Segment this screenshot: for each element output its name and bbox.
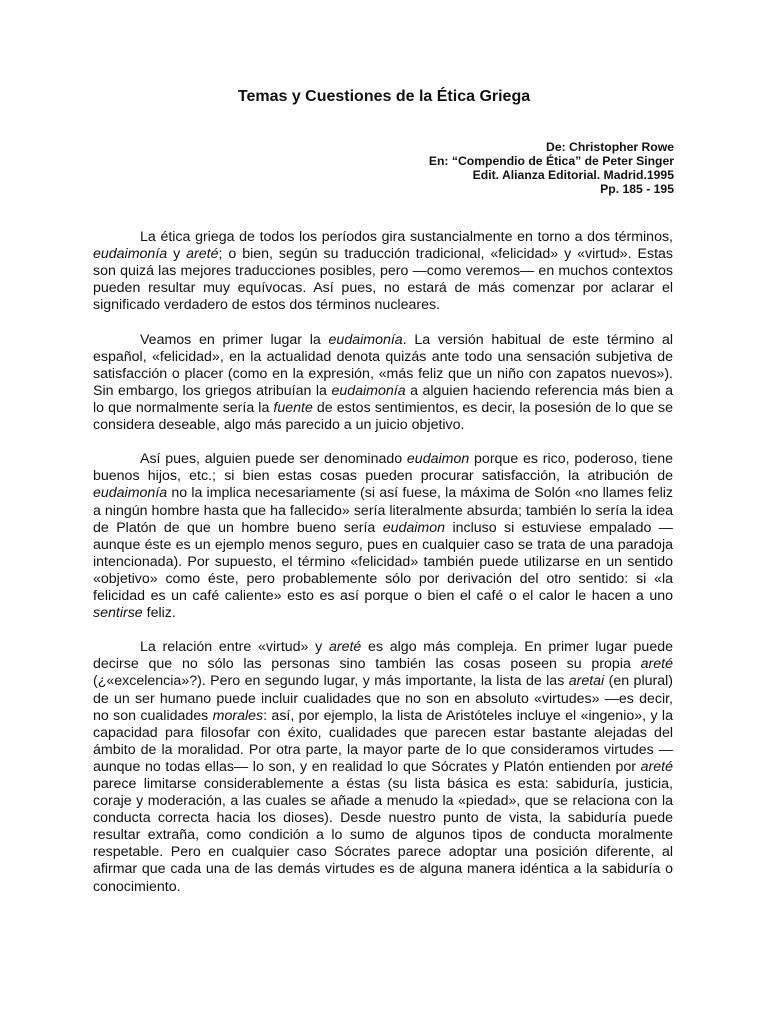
text-run: feliz. [142, 605, 176, 622]
text-run: Así pues, alguien puede ser denominado [140, 451, 407, 468]
italic-term: morales [212, 707, 264, 724]
paragraph [93, 639, 673, 895]
text-run: La relación entre «virtud» y [140, 639, 329, 656]
italic-term: eudaimonía [93, 246, 168, 263]
text-run: a alguien haciendo referencia más bien a lo que normalmente sería la [93, 382, 674, 416]
document-title: Temas y Cuestiones de la Ética Griega [237, 88, 531, 105]
italic-term: eudaimonía [93, 485, 168, 502]
italic-term: fuente [273, 399, 313, 416]
text-run: no la implica necesariamente (si así fuese, la máxima de Solón «no llames feliz a ningún hombre hasta que ha fallecido» sería literalmente absurda; también lo sería la idea de Platón de que un hombre bueno sería [93, 485, 673, 536]
source-author: De: Christopher Rowe [546, 140, 674, 154]
italic-term: aretai [568, 673, 605, 690]
italic-term: eudaimonía [331, 382, 406, 399]
text-run: es algo más compleja. En primer lugar puede decirse que no sólo las personas sino también las cosas poseen su propia [93, 639, 673, 673]
source-block [429, 140, 674, 196]
source-publisher: Edit. Alianza Editorial. Madrid.1995 [472, 168, 674, 182]
text-run: (en plural) de un ser humano puede incluir cualidades que no son en absoluto «virtudes» —es decir, no son cualidades [93, 673, 673, 724]
italic-term: areté [640, 758, 673, 775]
text-run: ; o bien, según su traducción tradicional, «felicidad» y «virtud». Estas son quizá las mejores traducciones posibles, pero —como veremos— en muchos contextos pueden resultar muy equívocas. Así pues, no estará de más comenzar por aclarar el significado verdadero de estos dos términos nucleares. [93, 246, 673, 314]
paragraph [93, 229, 673, 314]
italic-term: eudaimon [406, 451, 470, 468]
source-pages: Pp. 185 - 195 [600, 182, 674, 196]
text-run: parece limitarse considerablemente a éstas (su lista básica es esta: sabiduría, justicia, coraje y moderación, a las cuales se añade a menudo la «piedad», que se relaciona con la conducta correcta hacia los dioses). Desde nuestro punto de vista, la sabiduría puede resultar extraña, como condición a lo sumo de algunos tipos de conducta moralmente respetable. Pero en cualquier caso Sócrates parece adoptar una posición diferente, al afirmar que cada una de las demás virtudes es de alguna manera idéntica a la sabiduría o conocimiento. [93, 776, 673, 895]
paragraph [93, 332, 673, 435]
italic-term: areté [186, 246, 219, 263]
italic-term: sentirse [93, 605, 143, 622]
text-run: incluso si estuviese empalado —aunque éste es un ejemplo menos seguro, pues en cualquier caso se trata de una paradoja intencionada). Por supuesto, el término «felicidad» también puede utilizarse en un sentido «objetivo» como éste, pero probablemente sólo por derivación del otro sentido: si «la felicidad es un café caliente» esto es así porque o bien el café o el calor le hacen a uno [93, 519, 673, 604]
italic-term: eudaimon [382, 519, 446, 536]
text-run: La ética griega de todos los períodos gira sustancialmente en torno a dos términos, [140, 229, 673, 245]
italic-term: eudaimonía [328, 331, 403, 348]
text-run: de estos sentimientos, es decir, la posesión de lo que se considera deseable, algo más parecido a un juicio objetivo. [93, 399, 674, 434]
text-run: Veamos en primer lugar la [140, 331, 329, 348]
paragraph [93, 451, 673, 622]
text-run: y [167, 246, 187, 263]
text-run: (¿«excelencia»?). Pero en segundo lugar, y más importante, la lista de las [93, 673, 569, 690]
source-book: En: “Compendio de Ética” de Peter Singer [428, 154, 674, 168]
italic-term: areté [328, 639, 362, 656]
text-run: : así, por ejemplo, la lista de Aristóteles incluye el «ingenio», y la capacidad para filosofar con éxito, cualidades que parecen estar bastante alejadas del ámbito de la moralidad. Por otra parte, la mayor parte de lo que consideramos virtudes —aunque no todas ellas— lo son, y en realidad lo que Sócrates y Platón entienden por [93, 707, 673, 775]
italic-term: areté [640, 656, 673, 673]
body-text [93, 229, 673, 896]
text-run: . La versión habitual de este término al español, «felicidad», en la actualidad denota quizás ante todo una sensación subjetiva de satisfacción o placer (como en la expresión, «más feliz que un niño con zapatos nuevos»). Sin embargo, los griegos atribuían la [93, 331, 673, 399]
text-run: porque es rico, poderoso, tiene buenos hijos, etc.; si bien estas cosas pueden procurar satisfacción, la atribución de [93, 451, 673, 485]
